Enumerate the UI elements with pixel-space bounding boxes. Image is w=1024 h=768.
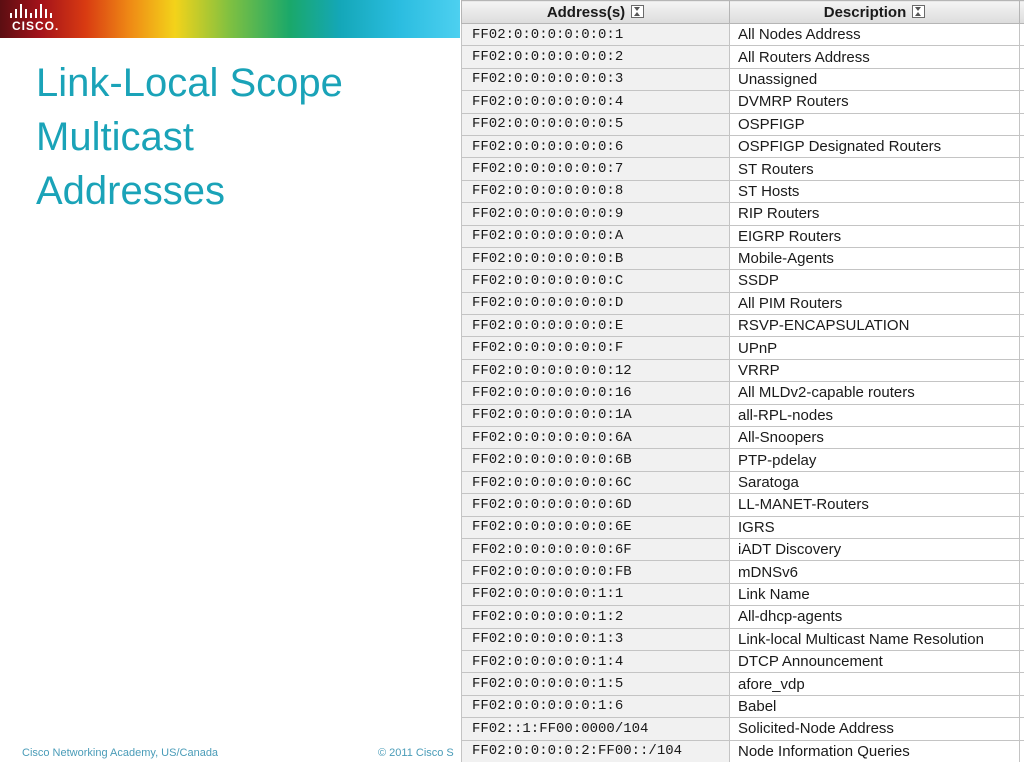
description-cell: EIGRP Routers	[730, 225, 1020, 247]
table-row	[462, 203, 1024, 225]
table-row	[462, 382, 1024, 404]
extra-cell	[1020, 494, 1024, 516]
extra-cell	[1020, 449, 1024, 471]
description-cell: RSVP-ENCAPSULATION	[730, 315, 1020, 337]
extra-cell	[1020, 158, 1024, 180]
address-cell: FF02:0:0:0:0:0:0:6F	[462, 538, 730, 560]
table-row	[462, 225, 1024, 247]
extra-column-header	[1020, 1, 1024, 24]
table-row	[462, 471, 1024, 493]
extra-cell	[1020, 91, 1024, 113]
address-cell: FF02:0:0:0:0:0:0:4	[462, 91, 730, 113]
description-cell: OSPFIGP Designated Routers	[730, 135, 1020, 157]
address-cell: FF02:0:0:0:0:0:0:E	[462, 315, 730, 337]
table-row	[462, 292, 1024, 314]
slide-title-line-1: Link-Local Scope	[36, 61, 343, 105]
address-cell: FF02:0:0:0:0:0:1:3	[462, 628, 730, 650]
extra-cell	[1020, 359, 1024, 381]
table-row	[462, 583, 1024, 605]
extra-cell	[1020, 24, 1024, 46]
table-row	[462, 24, 1024, 46]
table-row	[462, 359, 1024, 381]
table-body	[462, 24, 1024, 763]
address-cell: FF02:0:0:0:0:0:0:1	[462, 24, 730, 46]
extra-cell	[1020, 337, 1024, 359]
table-row	[462, 650, 1024, 672]
address-cell: FF02::1:FF00:0000/104	[462, 718, 730, 740]
description-cell: SSDP	[730, 270, 1020, 292]
description-cell: Unassigned	[730, 68, 1020, 90]
table-row	[462, 46, 1024, 68]
table-row	[462, 247, 1024, 269]
table-row	[462, 606, 1024, 628]
address-cell: FF02:0:0:0:0:0:0:6A	[462, 427, 730, 449]
address-cell: FF02:0:0:0:0:2:FF00::/104	[462, 740, 730, 762]
table-row	[462, 695, 1024, 717]
description-cell: UPnP	[730, 337, 1020, 359]
table-row	[462, 337, 1024, 359]
address-cell: FF02:0:0:0:0:0:1:4	[462, 650, 730, 672]
description-cell: All-dhcp-agents	[730, 606, 1020, 628]
extra-cell	[1020, 46, 1024, 68]
address-cell: FF02:0:0:0:0:0:0:7	[462, 158, 730, 180]
address-cell: FF02:0:0:0:0:0:1:2	[462, 606, 730, 628]
extra-cell	[1020, 180, 1024, 202]
cisco-logo-text: CISCO.	[12, 19, 60, 33]
address-cell: FF02:0:0:0:0:0:0:6	[462, 135, 730, 157]
description-cell: VRRP	[730, 359, 1020, 381]
description-cell: Babel	[730, 695, 1020, 717]
address-cell: FF02:0:0:0:0:0:0:8	[462, 180, 730, 202]
address-cell: FF02:0:0:0:0:0:0:D	[462, 292, 730, 314]
table-row	[462, 315, 1024, 337]
table-row	[462, 628, 1024, 650]
extra-cell	[1020, 315, 1024, 337]
description-cell: ST Hosts	[730, 180, 1020, 202]
description-cell: Link-local Multicast Name Resolution	[730, 628, 1020, 650]
description-cell: All PIM Routers	[730, 292, 1020, 314]
extra-cell	[1020, 247, 1024, 269]
slide-title-line-2: Multicast	[36, 115, 194, 159]
description-cell: Mobile-Agents	[730, 247, 1020, 269]
address-cell: FF02:0:0:0:0:0:0:6C	[462, 471, 730, 493]
extra-cell	[1020, 135, 1024, 157]
extra-cell	[1020, 471, 1024, 493]
table-row	[462, 538, 1024, 560]
extra-cell	[1020, 718, 1024, 740]
table-row	[462, 113, 1024, 135]
extra-cell	[1020, 561, 1024, 583]
description-cell: All-Snoopers	[730, 427, 1020, 449]
description-cell: LL-MANET-Routers	[730, 494, 1020, 516]
table-row	[462, 180, 1024, 202]
address-cell: FF02:0:0:0:0:0:0:3	[462, 68, 730, 90]
table-row	[462, 404, 1024, 426]
table-row	[462, 135, 1024, 157]
address-cell: FF02:0:0:0:0:0:0:FB	[462, 561, 730, 583]
address-cell: FF02:0:0:0:0:0:0:C	[462, 270, 730, 292]
multicast-address-table-container	[461, 0, 1024, 762]
address-cell: FF02:0:0:0:0:0:0:6D	[462, 494, 730, 516]
extra-cell	[1020, 695, 1024, 717]
sort-icon[interactable]	[912, 5, 925, 18]
table-row	[462, 91, 1024, 113]
address-cell: FF02:0:0:0:0:0:0:12	[462, 359, 730, 381]
description-cell: All Nodes Address	[730, 24, 1020, 46]
extra-cell	[1020, 583, 1024, 605]
address-cell: FF02:0:0:0:0:0:0:9	[462, 203, 730, 225]
table-row	[462, 718, 1024, 740]
table-row	[462, 270, 1024, 292]
address-cell: FF02:0:0:0:0:0:0:6B	[462, 449, 730, 471]
description-cell: All Routers Address	[730, 46, 1020, 68]
address-cell: FF02:0:0:0:0:0:0:6E	[462, 516, 730, 538]
extra-cell	[1020, 382, 1024, 404]
extra-cell	[1020, 113, 1024, 135]
extra-cell	[1020, 606, 1024, 628]
description-column-header-label: Description	[823, 3, 907, 21]
extra-cell	[1020, 740, 1024, 762]
table-row	[462, 561, 1024, 583]
extra-cell	[1020, 203, 1024, 225]
extra-cell	[1020, 516, 1024, 538]
address-cell: FF02:0:0:0:0:0:0:16	[462, 382, 730, 404]
extra-cell	[1020, 270, 1024, 292]
extra-cell	[1020, 292, 1024, 314]
table-row	[462, 673, 1024, 695]
slide-title-line-3: Addresses	[36, 169, 225, 213]
address-cell: FF02:0:0:0:0:0:1:1	[462, 583, 730, 605]
cisco-logo	[8, 4, 64, 34]
address-column-header-label: Address(s)	[546, 3, 626, 21]
slide-title	[36, 56, 436, 218]
description-cell: iADT Discovery	[730, 538, 1020, 560]
description-cell: OSPFIGP	[730, 113, 1020, 135]
description-cell: RIP Routers	[730, 203, 1020, 225]
extra-cell	[1020, 427, 1024, 449]
table-row	[462, 740, 1024, 762]
address-column-header[interactable]	[462, 1, 730, 24]
table-row	[462, 158, 1024, 180]
extra-cell	[1020, 404, 1024, 426]
cisco-logo-bars-icon	[8, 4, 64, 18]
extra-cell	[1020, 628, 1024, 650]
description-cell: Solicited-Node Address	[730, 718, 1020, 740]
description-cell: PTP-pdelay	[730, 449, 1020, 471]
sort-icon[interactable]	[631, 5, 644, 18]
address-cell: FF02:0:0:0:0:0:0:F	[462, 337, 730, 359]
address-cell: FF02:0:0:0:0:0:0:A	[462, 225, 730, 247]
description-cell: Node Information Queries	[730, 740, 1020, 762]
table-row	[462, 68, 1024, 90]
description-column-header[interactable]	[730, 1, 1020, 24]
cisco-banner	[0, 0, 460, 38]
description-cell: mDNSv6	[730, 561, 1020, 583]
description-cell: Saratoga	[730, 471, 1020, 493]
extra-cell	[1020, 68, 1024, 90]
description-cell: Link Name	[730, 583, 1020, 605]
extra-cell	[1020, 650, 1024, 672]
description-cell: DVMRP Routers	[730, 91, 1020, 113]
description-cell: IGRS	[730, 516, 1020, 538]
address-cell: FF02:0:0:0:0:0:1:5	[462, 673, 730, 695]
footer-copyright-text: © 2011 Cisco S	[378, 747, 454, 759]
extra-cell	[1020, 673, 1024, 695]
description-cell: DTCP Announcement	[730, 650, 1020, 672]
footer-academy-text: Cisco Networking Academy, US/Canada	[22, 747, 219, 759]
table-row	[462, 494, 1024, 516]
table-header-row	[462, 1, 1024, 24]
description-cell: All MLDv2-capable routers	[730, 382, 1020, 404]
table-row	[462, 427, 1024, 449]
description-cell: ST Routers	[730, 158, 1020, 180]
address-cell: FF02:0:0:0:0:0:0:B	[462, 247, 730, 269]
address-cell: FF02:0:0:0:0:0:0:5	[462, 113, 730, 135]
description-cell: all-RPL-nodes	[730, 404, 1020, 426]
table-row	[462, 516, 1024, 538]
address-cell: FF02:0:0:0:0:0:1:6	[462, 695, 730, 717]
description-cell: afore_vdp	[730, 673, 1020, 695]
table-row	[462, 449, 1024, 471]
address-cell: FF02:0:0:0:0:0:0:1A	[462, 404, 730, 426]
extra-cell	[1020, 225, 1024, 247]
multicast-address-table	[461, 0, 1024, 762]
extra-cell	[1020, 538, 1024, 560]
address-cell: FF02:0:0:0:0:0:0:2	[462, 46, 730, 68]
